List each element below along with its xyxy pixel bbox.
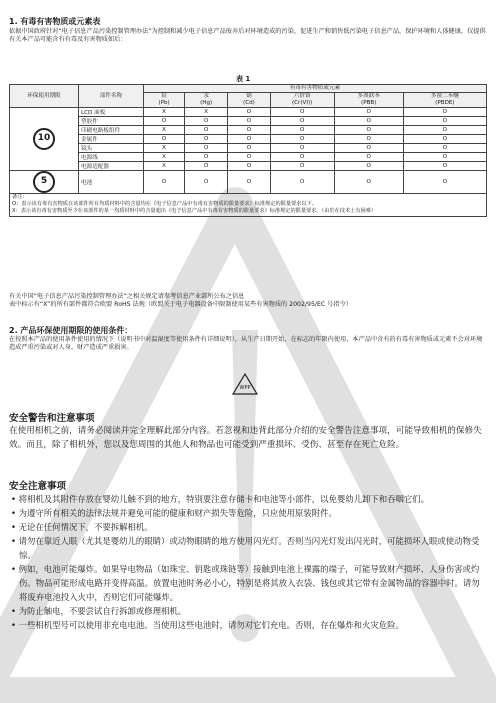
part-name-cell: 印刷电路板组件: [79, 126, 144, 135]
substance-value-cell: O: [228, 117, 270, 126]
substance-value-cell: O: [334, 126, 403, 135]
wpp-label: WPP: [239, 385, 251, 391]
list-item: • 例如，电池可能爆炸。如果导电物品（如珠宝、钥匙或珠链等）接触到电池上裸露的端子，可能导致财产损坏、人身伤害或灼伤。物品可能形成电路并变得高温。放置电池时务必小心，特别是将其放入衣袋、钱包或其它带有金属物品的容器中时。请勿将废弃电池投入火中，否则它们可能爆炸。: [9, 562, 487, 604]
rohs-reference: 有关中国“电子信息产品污染控制管理办法”之相关规定请参考信息产业部所公布之信息 表中标示有“X”的所有部件都符合欧盟 RoHS 法规（欧盟关于电子电器设备中限制使用某些有害物质的 2002/95/EC 号指令）: [9, 293, 352, 309]
substance-value-cell: O: [334, 117, 403, 126]
notes-list: [9, 492, 487, 632]
table-row: [10, 153, 487, 162]
table-row: [10, 162, 487, 171]
table-row: [10, 126, 487, 135]
substance-value-cell: X: [144, 108, 185, 117]
substance-group-header: 有毒有害物质或元素: [144, 85, 487, 93]
substance-value-cell: O: [228, 153, 270, 162]
col-part-header: 部件名称: [79, 85, 144, 108]
part-name-cell: 金属件: [79, 135, 144, 144]
substance-value-cell: O: [228, 162, 270, 171]
period-cell: [10, 108, 79, 171]
substance-value-cell: O: [270, 144, 334, 153]
substance-value-cell: X: [144, 162, 185, 171]
table-notes: [10, 194, 487, 217]
section2-title: 2. 产品环保使用期限的使用条件：: [9, 326, 133, 335]
substance-value-cell: O: [228, 144, 270, 153]
substance-value-cell: O: [185, 144, 228, 153]
part-name-cell: LCD 面板: [79, 108, 144, 117]
substance-value-cell: O: [334, 153, 403, 162]
section2-body: 在按照本产品的使用条件使用的情况下（说明书中对温湿度等使用条件有详细说明），从生产日期开始，在标志的年限内使用，本产品中含有的有毒有害物质或元素不会对环境造成严重污染或对人身、财产造成严重损害。: [9, 336, 483, 352]
substance-value-cell: O: [144, 171, 185, 194]
substance-value-cell: O: [144, 117, 185, 126]
note-x: X：表示该有毒有害物质至少在该部件的某一均质材料中的含量超出《电子信息产品中有毒有害物质的限量要求》标准规定的限量要求。（由於在技术上有困难）: [12, 208, 377, 215]
substance-value-cell: O: [185, 126, 228, 135]
substance-value-cell: X: [144, 126, 185, 135]
substance-header: 镉 (Cd): [228, 93, 270, 108]
substance-value-cell: X: [144, 144, 185, 153]
table-row: [10, 144, 487, 153]
substance-value-cell: O: [403, 108, 486, 117]
substance-value-cell: O: [270, 117, 334, 126]
section1-intro: 依据中国政府针对“电子信息产品污染控制管理办法”为控制和减少电子信息产品废弃后对环境造成的污染，促进生产和销售低污染电子信息产品，保护环境和人体健康，仅提供有关本产品可能含有有毒及有害物质如后：: [9, 28, 486, 44]
note-o: O：表示该有毒有害物质在该部件所有均质材料中的含量均在《电子信息产品中有毒有害物质的限量要求》标准规定的限量要求以下。: [12, 201, 317, 208]
note-title: 备注：: [12, 194, 28, 200]
substance-value-cell: O: [270, 171, 334, 194]
substance-value-cell: O: [403, 126, 486, 135]
list-item: • 无论在任何情况下，不要拆解相机。: [9, 520, 487, 534]
substance-value-cell: O: [334, 171, 403, 194]
substance-value-cell: O: [144, 135, 185, 144]
list-item: • 一些相机型号可以使用非充电电池。当使用这些电池时，请勿对它们充电。否则，存在爆炸和火灾危险。: [9, 618, 487, 632]
substance-value-cell: O: [228, 171, 270, 194]
substance-value-cell: X: [144, 153, 185, 162]
substance-value-cell: O: [403, 153, 486, 162]
part-name-cell: 镜头: [79, 144, 144, 153]
table-row: [10, 135, 487, 144]
substance-value-cell: O: [334, 135, 403, 144]
substance-header: 多溴联苯 (PBB): [334, 93, 403, 108]
environment-period-icon: 5: [33, 171, 55, 193]
substance-value-cell: O: [403, 117, 486, 126]
substance-value-cell: O: [403, 135, 486, 144]
table-caption: 表 1: [236, 75, 251, 83]
substance-value-cell: O: [228, 126, 270, 135]
notes-title: 安全注意事项: [9, 481, 67, 492]
substance-value-cell: O: [334, 162, 403, 171]
substance-header: 六价铬 (Cr(VI)): [270, 93, 334, 108]
substance-value-cell: O: [403, 162, 486, 171]
substance-value-cell: O: [185, 135, 228, 144]
period-cell: [10, 171, 79, 194]
table-row: [10, 171, 487, 194]
substance-value-cell: O: [403, 171, 486, 194]
safety-title: 安全警告和注意事项: [9, 413, 95, 424]
list-item: • 为遵守所有相关的法律法规并避免可能的健康和财产损失等危险，只应使用原装附件。: [9, 506, 487, 520]
substance-value-cell: O: [270, 126, 334, 135]
substance-value-cell: X: [185, 108, 228, 117]
substance-value-cell: O: [403, 144, 486, 153]
environment-period-icon: 10: [33, 128, 55, 150]
list-item: • 为防止触电，不要尝试自行拆卸或修理相机。: [9, 604, 487, 618]
substance-value-cell: O: [185, 117, 228, 126]
substance-value-cell: O: [270, 153, 334, 162]
list-item: • 将相机及其附件存放在婴幼儿触不到的地方，特别要注意存储卡和电池等小部件，以免婴幼儿卸下和吞咽它们。: [9, 492, 487, 506]
section1-title: 1. 有毒有害物质或元素表: [9, 17, 101, 26]
part-name-cell: 塑胶件: [79, 117, 144, 126]
substance-value-cell: O: [228, 135, 270, 144]
substance-value-cell: O: [270, 162, 334, 171]
substance-value-cell: O: [334, 144, 403, 153]
substance-header: 多溴二苯醚 (PBDE): [403, 93, 486, 108]
substance-value-cell: O: [270, 108, 334, 117]
substance-value-cell: O: [270, 135, 334, 144]
substance-value-cell: O: [334, 108, 403, 117]
hazardous-substance-table: [9, 84, 487, 217]
table-row: [10, 108, 487, 117]
part-name-cell: 电源适配器: [79, 162, 144, 171]
substance-value-cell: O: [185, 171, 228, 194]
part-name-cell: 电源线: [79, 153, 144, 162]
col-period-header: 环保使用期限: [10, 85, 79, 108]
substance-header: 汞 (Hg): [185, 93, 228, 108]
table-row: [10, 117, 487, 126]
substance-value-cell: O: [185, 162, 228, 171]
part-name-cell: 电池: [79, 171, 144, 194]
list-item: • 请勿在靠近人眼（尤其是婴幼儿的眼睛）或动物眼睛的地方使用闪光灯。否则当闪光灯发出闪光时，可能损坏人眼或使动物受惊。: [9, 534, 487, 562]
substance-value-cell: O: [185, 153, 228, 162]
substance-header: 铅 (Pb): [144, 93, 185, 108]
wpp-recycle-icon: [232, 373, 258, 395]
substance-value-cell: O: [228, 108, 270, 117]
safety-body: 在使用相机之前，请务必阅读并完全理解此部分内容。若忽视和违背此部分介绍的安全警告注意事项，可能导致相机的保修失效。而且，除了相机外，您以及您周围的其他人和物品也可能受到严重损坏、受伤、甚至存在死亡危险。: [9, 426, 482, 450]
